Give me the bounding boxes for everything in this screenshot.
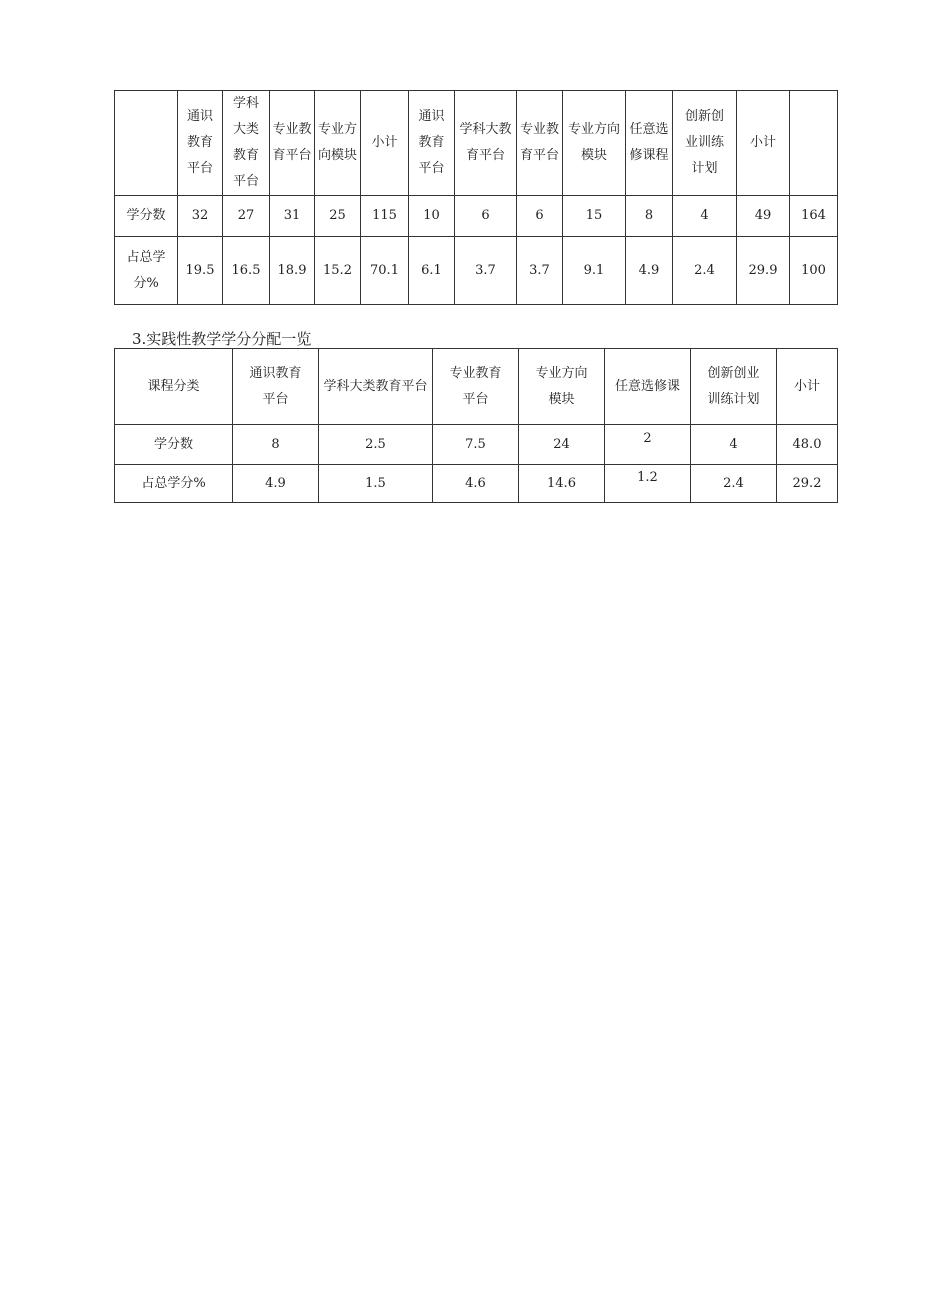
header-cell: 通识教育平台 <box>233 349 319 425</box>
header-cell: 学科大类教育平台 <box>319 349 433 425</box>
header-cell: 通识教育平台 <box>409 91 455 196</box>
table-cell: 31 <box>270 196 315 237</box>
row-label: 学分数 <box>115 425 233 465</box>
table-row <box>115 237 838 305</box>
table-header-row <box>115 91 838 196</box>
table-cell: 18.9 <box>270 237 315 305</box>
row-label: 占总学分% <box>115 237 178 305</box>
table-cell: 19.5 <box>178 237 223 305</box>
table-cell: 15.2 <box>315 237 361 305</box>
header-cell: 通识教育平台 <box>178 91 223 196</box>
header-cell: 任意选修课 <box>605 349 691 425</box>
table-cell: 115 <box>361 196 409 237</box>
table-cell: 70.1 <box>361 237 409 305</box>
header-cell: 专业方向模块 <box>315 91 361 196</box>
table-cell: 1.5 <box>319 465 433 503</box>
table-cell: 16.5 <box>223 237 270 305</box>
table-row <box>115 196 838 237</box>
header-cell: 专业教育平台 <box>433 349 519 425</box>
header-cell <box>115 91 178 196</box>
table-cell: 6.1 <box>409 237 455 305</box>
table-cell: 32 <box>178 196 223 237</box>
header-cell: 专业教育平台 <box>517 91 563 196</box>
header-cell: 小计 <box>737 91 790 196</box>
table-cell: 4 <box>691 425 777 465</box>
table-cell: 8 <box>233 425 319 465</box>
table-cell: 9.1 <box>563 237 626 305</box>
table-cell: 6 <box>517 196 563 237</box>
header-cell: 小计 <box>361 91 409 196</box>
table-cell: 2.5 <box>319 425 433 465</box>
table-cell: 164 <box>790 196 838 237</box>
table-cell: 2 <box>605 425 691 465</box>
table-cell: 4 <box>673 196 737 237</box>
table-cell: 4.9 <box>233 465 319 503</box>
table-cell: 100 <box>790 237 838 305</box>
header-cell: 任意选修课程 <box>626 91 673 196</box>
table-cell: 15 <box>563 196 626 237</box>
table-cell: 49 <box>737 196 790 237</box>
table-cell: 2.4 <box>691 465 777 503</box>
table-cell: 7.5 <box>433 425 519 465</box>
row-label: 学分数 <box>115 196 178 237</box>
table-cell: 4.9 <box>626 237 673 305</box>
row-label: 占总学分% <box>115 465 233 503</box>
table-row <box>115 425 838 465</box>
table-cell: 27 <box>223 196 270 237</box>
table-cell: 8 <box>626 196 673 237</box>
table-cell: 25 <box>315 196 361 237</box>
table-cell: 3.7 <box>517 237 563 305</box>
table-cell: 29.2 <box>777 465 838 503</box>
section-caption: 3.实践性教学学分分配一览 <box>132 330 312 348</box>
table-cell: 4.6 <box>433 465 519 503</box>
credit-distribution-table <box>114 90 838 305</box>
table-row <box>115 465 838 503</box>
header-cell: 创新创业训练计划 <box>691 349 777 425</box>
header-cell: 专业方向模块 <box>563 91 626 196</box>
header-cell: 创新创业训练计划 <box>673 91 737 196</box>
header-cell: 小计 <box>777 349 838 425</box>
table-cell: 6 <box>455 196 517 237</box>
header-cell: 专业教育平台 <box>270 91 315 196</box>
practical-credit-table <box>114 348 838 503</box>
table-cell: 10 <box>409 196 455 237</box>
table-cell: 48.0 <box>777 425 838 465</box>
header-cell: 专业方向模块 <box>519 349 605 425</box>
header-cell: 学科大教育平台 <box>455 91 517 196</box>
header-cell: 学科大类教育平台 <box>223 91 270 196</box>
table-cell: 3.7 <box>455 237 517 305</box>
header-cell: 课程分类 <box>115 349 233 425</box>
table-cell: 24 <box>519 425 605 465</box>
table-cell: 2.4 <box>673 237 737 305</box>
table-header-row <box>115 349 838 425</box>
table-cell: 29.9 <box>737 237 790 305</box>
table-cell: 1.2 <box>605 465 691 503</box>
table-cell: 14.6 <box>519 465 605 503</box>
header-cell <box>790 91 838 196</box>
